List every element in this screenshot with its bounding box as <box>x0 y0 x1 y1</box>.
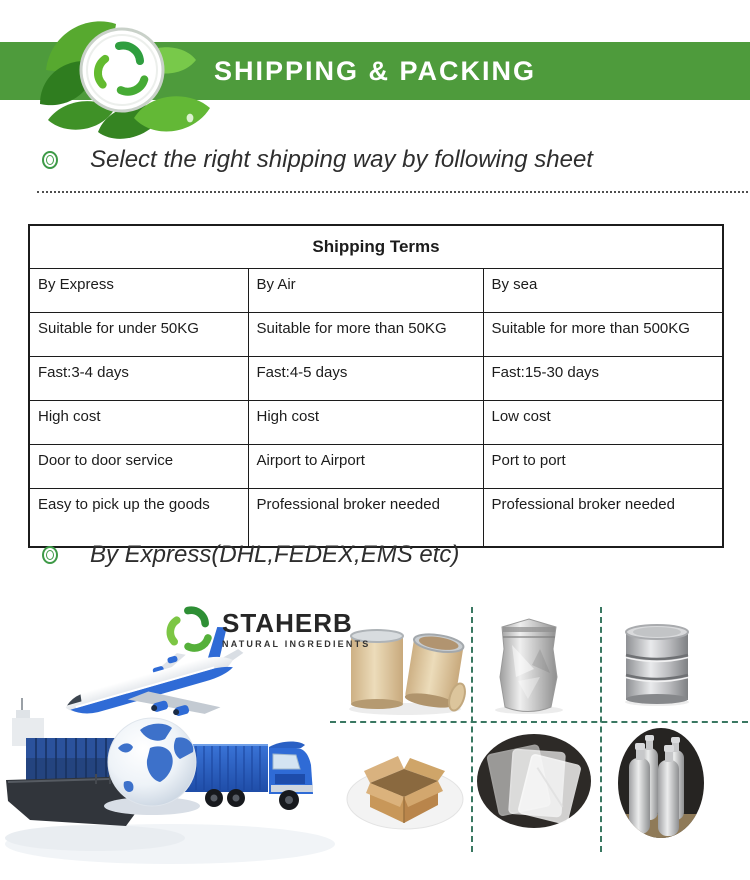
brand-tagline: NATURAL INGREDIENTS <box>222 639 371 649</box>
table-cell: Airport to Airport <box>248 445 483 489</box>
packaging-grid <box>330 595 750 860</box>
table-title: Shipping Terms <box>29 225 723 269</box>
table-cell: Easy to pick up the goods <box>29 489 248 548</box>
globe-icon <box>104 718 200 815</box>
table-cell: Fast:15-30 days <box>483 357 723 401</box>
banner-title: SHIPPING & PACKING <box>213 55 537 86</box>
steel-drum-photo <box>621 623 693 707</box>
table-cell: High cost <box>29 401 248 445</box>
table-title-row <box>29 225 723 269</box>
table-cell: By Express <box>29 269 248 313</box>
staherb-triangle-leaf-icon <box>166 603 214 655</box>
table-cell: By Air <box>248 269 483 313</box>
table-cell: Low cost <box>483 401 723 445</box>
table-cell: Door to door service <box>29 445 248 489</box>
table-cell: Professional broker needed <box>248 489 483 548</box>
shipping-terms-table <box>28 224 724 548</box>
table-cell: Fast:3-4 days <box>29 357 248 401</box>
double-circle-bullet-icon <box>42 151 58 169</box>
table-cell: High cost <box>248 401 483 445</box>
double-circle-bullet-icon <box>42 546 58 564</box>
carton-box-photo <box>344 741 466 833</box>
table-row <box>29 269 723 313</box>
dashed-divider-vertical <box>471 607 473 852</box>
dotted-divider <box>37 191 748 193</box>
heading-select-shipping-way <box>42 146 593 174</box>
table-row <box>29 357 723 401</box>
table-row <box>29 401 723 445</box>
dashed-divider-horizontal <box>330 721 748 723</box>
table-cell: Port to port <box>483 445 723 489</box>
heading-text: By Express(DHL,FEDEX,EMS etc) <box>90 541 460 568</box>
heading-text: Select the right shipping way by following sheet <box>90 146 593 173</box>
table-cell: Fast:4-5 days <box>248 357 483 401</box>
brand-name: STAHERB <box>222 608 353 638</box>
table-cell: By sea <box>483 269 723 313</box>
table-row <box>29 489 723 548</box>
heading-by-express <box>42 541 459 569</box>
table-cell: Suitable for more than 50KG <box>248 313 483 357</box>
table-cell: Professional broker needed <box>483 489 723 548</box>
staherb-brand-logo <box>166 603 370 655</box>
aluminum-bottles-photo <box>616 726 706 841</box>
plastic-bags-photo <box>475 731 593 831</box>
table-row <box>29 313 723 357</box>
table-row <box>29 445 723 489</box>
foil-pouch-photo <box>488 615 570 715</box>
dashed-divider-vertical <box>600 607 602 852</box>
leaf-logo-icon <box>38 0 223 150</box>
table-cell: Suitable for under 50KG <box>29 313 248 357</box>
table-cell: Suitable for more than 500KG <box>483 313 723 357</box>
logo-circle <box>81 29 163 111</box>
